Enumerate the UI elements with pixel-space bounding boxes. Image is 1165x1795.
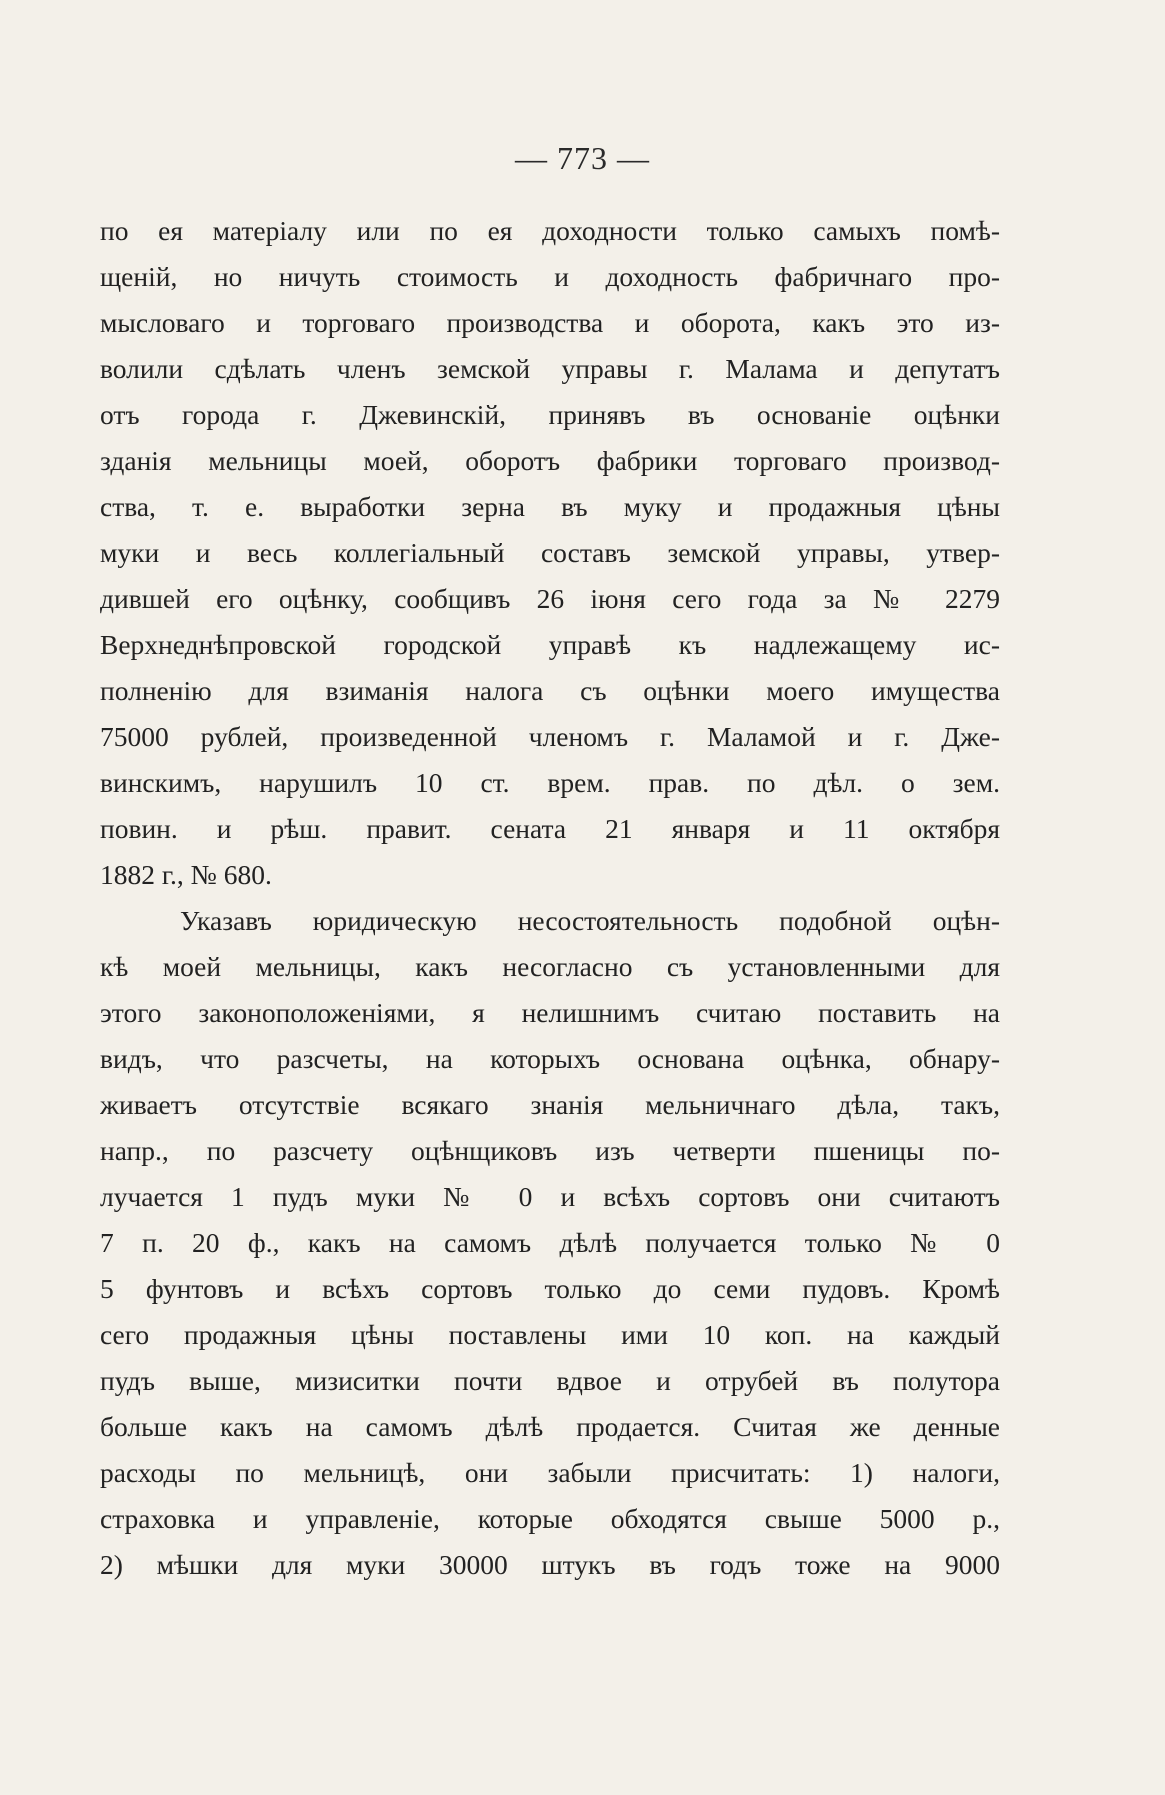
body-text <box>100 208 1000 1588</box>
text-line: 5 фунтовъ и всѣхъ сортовъ только до семи пудовъ. Кромѣ <box>100 1273 1000 1304</box>
text-line: отъ города г. Джевинскій, принявъ въ основаніе оцѣнки <box>100 399 1000 430</box>
text-line-paragraph-start: Указавъ юридическую несостоятельность подобной оцѣн- <box>180 905 1000 936</box>
text-line: расходы по мельницѣ, они забыли присчитать: 1) налоги, <box>100 1457 1000 1488</box>
text-line: больше какъ на самомъ дѣлѣ продается. Считая же денные <box>100 1411 1000 1442</box>
text-line: 7 п. 20 ф., какъ на самомъ дѣлѣ получается только № 0 <box>100 1227 1000 1258</box>
text-line: волили сдѣлать членъ земской управы г. Малама и депутатъ <box>100 353 1000 384</box>
text-line: 2) мѣшки для муки 30000 штукъ въ годъ тоже на 9000 <box>100 1549 1000 1580</box>
text-line: живаетъ отсутствіе всякаго знанія мельничнаго дѣла, такъ, <box>100 1089 1000 1120</box>
text-line: этого законоположеніями, я нелишнимъ считаю поставить на <box>100 997 1000 1028</box>
text-line: муки и весь коллегіальный составъ земской управы, утвер- <box>100 537 1000 568</box>
text-line: сего продажныя цѣны поставлены ими 10 коп. на каждый <box>100 1319 1000 1350</box>
text-line-paragraph-end: 1882 г., № 680. <box>100 859 272 890</box>
page-number: — 773 — <box>515 140 650 176</box>
text-line: зданія мельницы моей, оборотъ фабрики торговаго производ- <box>100 445 1000 476</box>
text-line: видъ, что разсчеты, на которыхъ основана оцѣнка, обнару- <box>100 1043 1000 1074</box>
text-line: ства, т. е. выработки зерна въ муку и продажныя цѣны <box>100 491 1000 522</box>
text-line: лучается 1 пудъ муки № 0 и всѣхъ сортовъ они считаютъ <box>100 1181 1000 1212</box>
text-line: мысловаго и торговаго производства и оборота, какъ это из- <box>100 307 1000 338</box>
text-line: Верхнеднѣпровской городской управѣ къ надлежащему ис- <box>100 629 1000 660</box>
text-line: напр., по разсчету оцѣнщиковъ изъ четверти пшеницы по- <box>100 1135 1000 1166</box>
text-line: щеній, но ничуть стоимость и доходность фабричнаго про- <box>100 261 1000 292</box>
text-line: кѣ моей мельницы, какъ несогласно съ установленными для <box>100 951 1000 982</box>
text-line: страховка и управленіе, которые обходятся свыше 5000 р., <box>100 1503 1000 1534</box>
text-line: 75000 рублей, произведенной членомъ г. Маламой и г. Дже- <box>100 721 1000 752</box>
text-line: полненію для взиманія налога съ оцѣнки моего имущества <box>100 675 1000 706</box>
text-line: по ея матеріалу или по ея доходности только самыхъ помѣ- <box>100 215 1000 246</box>
text-line: винскимъ, нарушилъ 10 ст. врем. прав. по дѣл. о зем. <box>100 767 1000 798</box>
text-line: пудъ выше, мизиситки почти вдвое и отрубей въ полутора <box>100 1365 1000 1396</box>
text-line: дившей его оцѣнку, сообщивъ 26 іюня сего года за № 2279 <box>100 583 1000 614</box>
text-line: повин. и рѣш. правит. сената 21 января и 11 октября <box>100 813 1000 844</box>
